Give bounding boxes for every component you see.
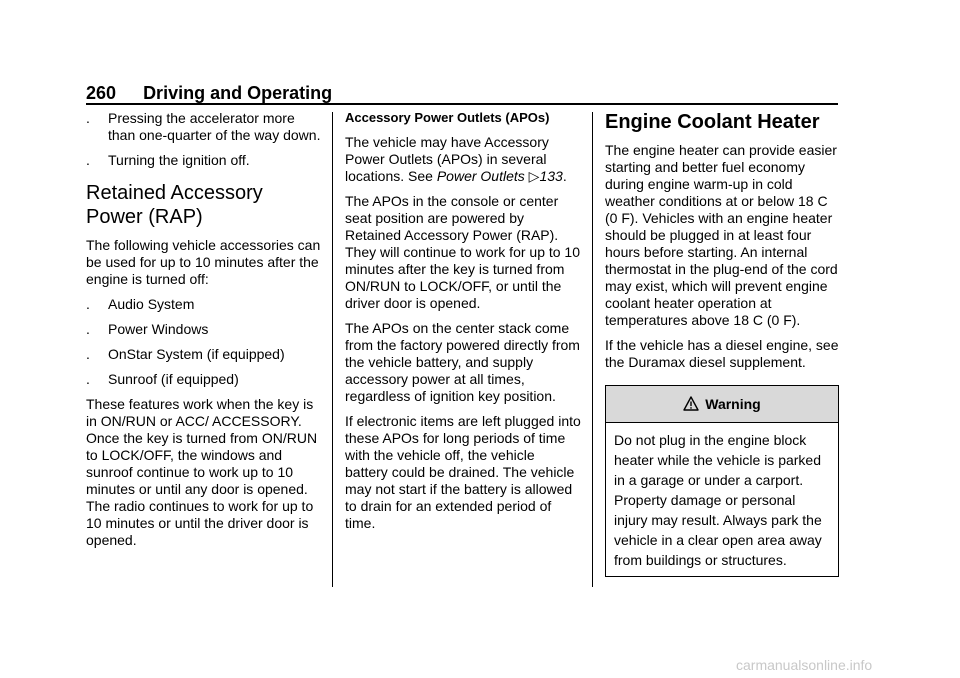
bullet-icon: . [86, 296, 90, 312]
apo-heading: Accessory Power Outlets (APOs) [345, 110, 550, 125]
list-item: . Power Windows [86, 321, 209, 337]
section-title: Driving and Operating [143, 83, 333, 103]
power-outlets-page[interactable]: 133 [539, 168, 563, 184]
warning-header [606, 386, 838, 423]
bullet-icon: . [86, 346, 90, 362]
rap-paragraph: These features work when the key is in ON/RUN or ACC/ ACCESSORY. Once the key is turned from ON/RUN to LOCK/OFF, the windows and sunroof continue to work up to 10 minutes or until any door is opened. The radio continues to work for up to 10 minutes or until the driver door is opened. [86, 396, 318, 548]
apo-paragraph-1: The vehicle may have Accessory Power Outlets (APOs) in several locations. See Power Outlets ▷133. [345, 134, 567, 184]
page-header [86, 82, 332, 104]
warning-text: Do not plug in the engine block heater while the vehicle is parked in a garage or under a carport. Property damage or personal injury may result. Always park the vehicle in a clear open area away from buildings or structures. [614, 432, 822, 568]
list-item: . Audio System [86, 296, 195, 312]
apo-paragraph-4: If electronic items are left plugged into these APOs for long periods of time with the vehicle off, the vehicle battery could be drained. The vehicle may not start if the battery is allowed to drain for an extended period of time. [345, 413, 581, 531]
power-outlets-link[interactable]: Power Outlets [436, 168, 525, 184]
apo-paragraph-3: The APOs on the center stack come from the factory powered directly from the vehicle battery, and supply accessory power at all times, regardless of ignition key position. [345, 320, 580, 404]
list-item: . Pressing the accelerator more than one-quarter of the way down. [86, 110, 321, 143]
page-number: 260 [86, 83, 117, 103]
watermark: carmanualsonline.info [736, 657, 873, 673]
list-item: . Sunroof (if equipped) [86, 371, 239, 387]
rap-intro: The following vehicle accessories can be used for up to 10 minutes after the engine is turned off: [86, 237, 321, 287]
coolant-heater-paragraph-1: The engine heater can provide easier starting and better fuel economy during engine warm-up in cold weather conditions at or below 18 C (0 F). Vehicles with an engine heater should be plugged in at least four hours before starting. An internal thermostat in the plug-end of the cord may exist, which will prevent engine coolant heater operation at temperatures above 18 C (0 F). [605, 142, 838, 328]
column-divider-1 [332, 112, 333, 587]
bullet-icon: . [86, 110, 90, 126]
list-item: . Turning the ignition off. [86, 152, 250, 168]
rap-heading: Retained Accessory Power (RAP) [86, 182, 263, 228]
coolant-heater-heading: Engine Coolant Heater [605, 111, 820, 133]
warning-triangle-icon [683, 396, 699, 412]
column-middle [345, 110, 581, 540]
column-divider-2 [592, 112, 593, 587]
column-left [86, 110, 322, 557]
warning-title: Warning [705, 395, 761, 412]
bullet-icon: . [86, 152, 90, 168]
apo-paragraph-2: The APOs in the console or center seat position are powered by Retained Accessory Power (RAP). They will continue to work for up to 10 minutes after the key is turned from ON/RUN to LOCK/OFF, or until the driver door is opened. [345, 193, 581, 311]
list-item: . OnStar System (if equipped) [86, 346, 285, 362]
header-divider [86, 103, 838, 105]
bullet-icon: . [86, 321, 90, 337]
column-right [605, 110, 839, 577]
bullet-icon: . [86, 371, 90, 387]
warning-box [605, 385, 839, 577]
page-reference-icon: ▷ [528, 168, 540, 184]
coolant-heater-paragraph-2: If the vehicle has a diesel engine, see the Duramax diesel supplement. [605, 337, 839, 370]
